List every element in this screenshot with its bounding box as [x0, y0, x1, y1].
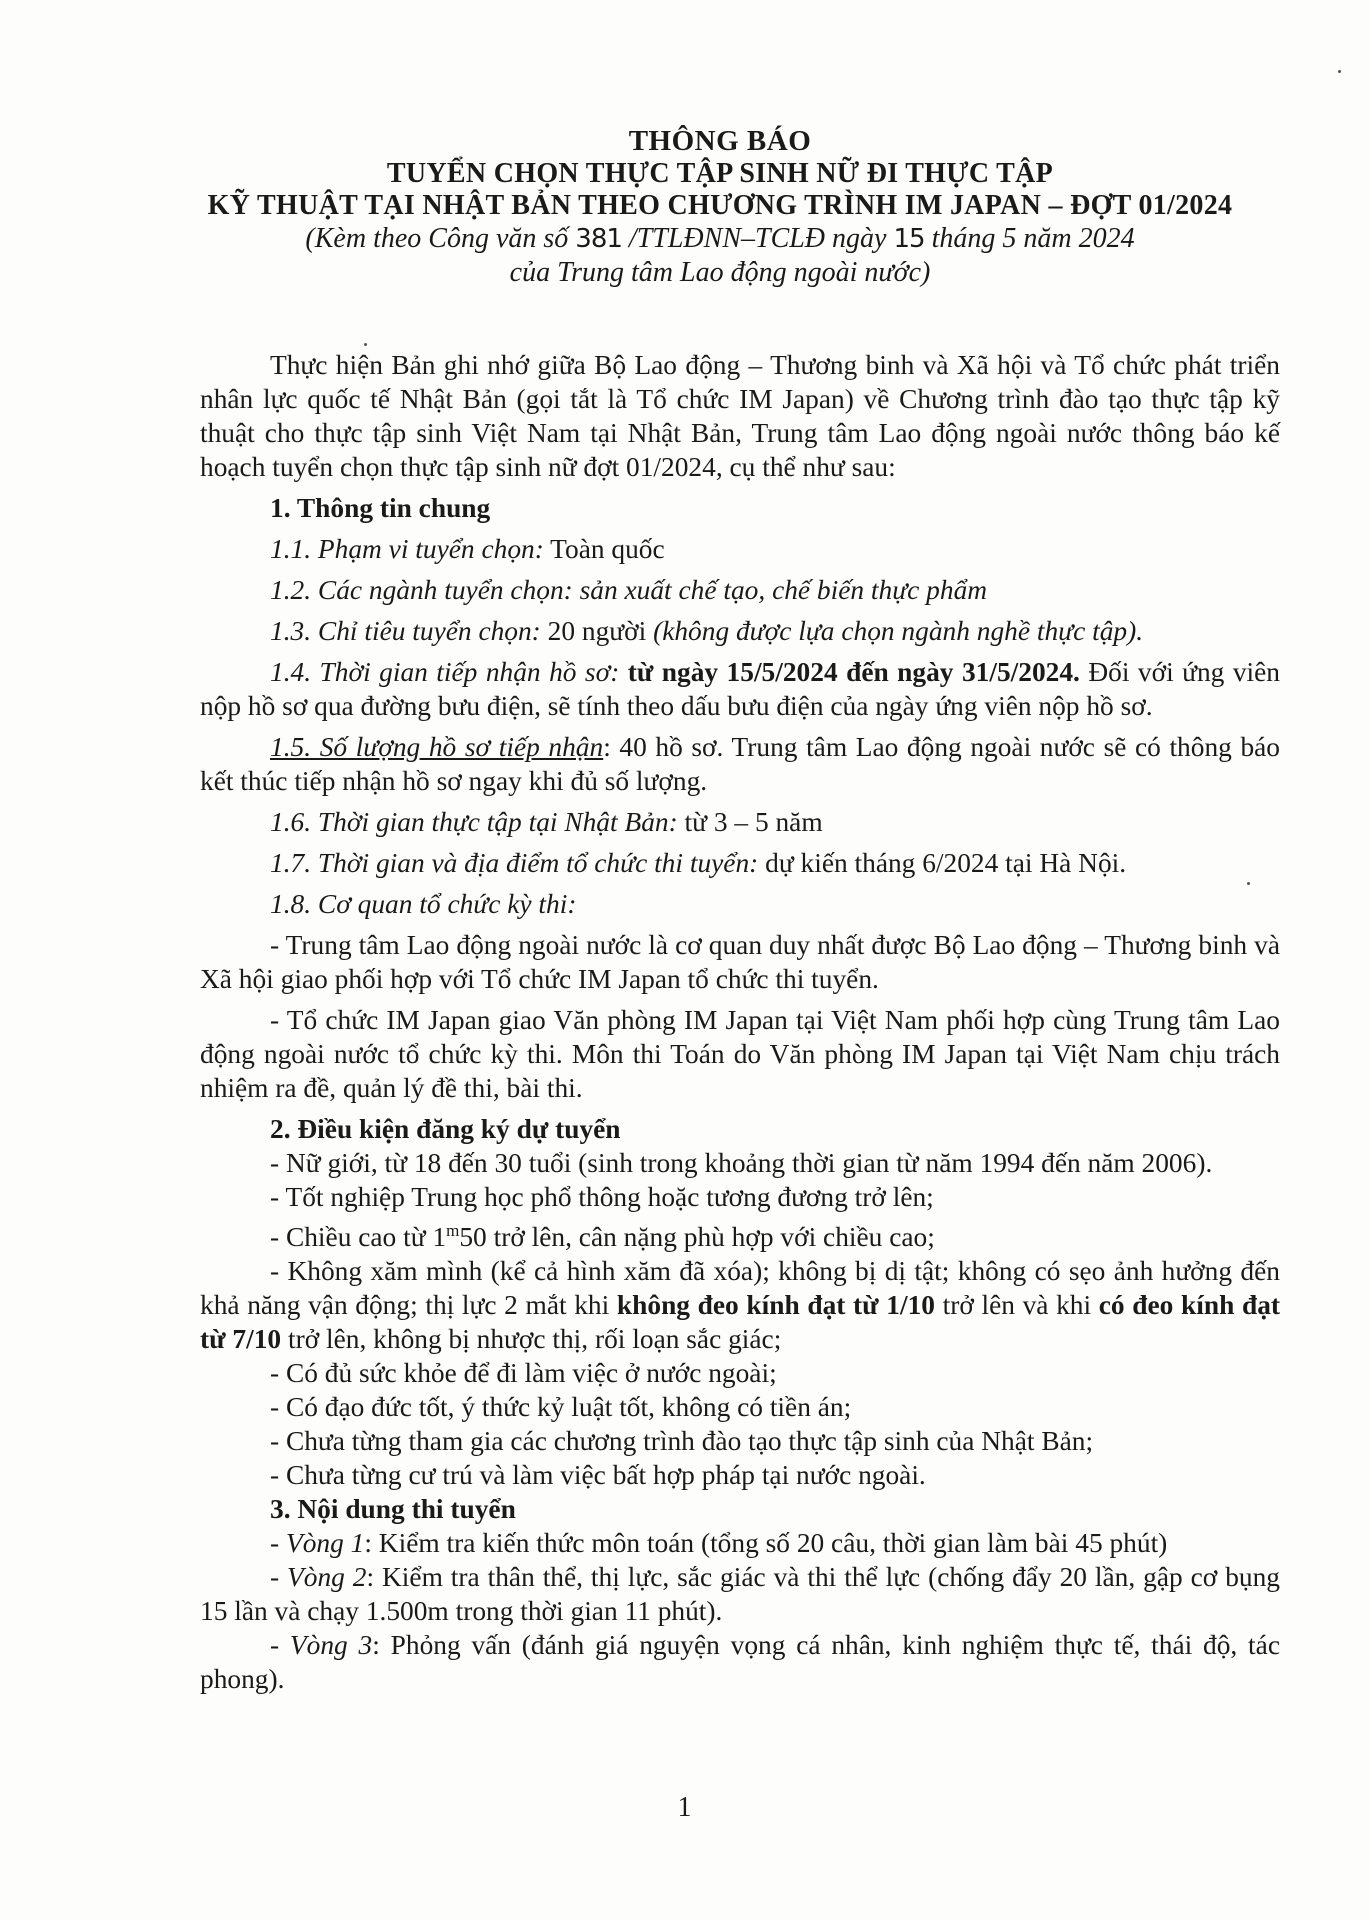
note-part-b: /TTLĐNN–TCLĐ ngày — [621, 223, 894, 254]
round-2-label: - Vòng 2 — [270, 1562, 367, 1593]
title-line-2: KỸ THUẬT TẠI NHẬT BẢN THEO CHƯƠNG TRÌNH IM JAPAN – ĐỢT 01/2024 — [207, 190, 1233, 221]
item-1-1-value: Toàn quốc — [543, 534, 665, 564]
round-3-text: : Phỏng vấn (đánh giá nguyện vọng cá nhân, kinh nghiệm thực tế, thái độ, tác phong). — [200, 1630, 1280, 1695]
round-2 — [200, 1560, 1280, 1628]
attachment-note — [150, 222, 1290, 256]
document-body — [200, 348, 1280, 1696]
condition-4-a: - Không xăm mình (kể cả hình xăm đã xóa); không bị dị tật; không có sẹo ảnh hưởng đến khả năng vận động; thị lực 2 mắt khi — [200, 1256, 1280, 1321]
item-1-7-label: 1.7. Thời gian và địa điểm tổ chức thi tuyển: — [270, 848, 759, 878]
item-1-5-label: 1.5. Số lượng hồ sơ tiếp nhận — [270, 732, 604, 762]
item-1-1-label: 1.1. Phạm vi tuyển chọn: — [270, 534, 544, 564]
item-1-4-label: 1.4. Thời gian tiếp nhận hồ sơ: — [270, 657, 620, 687]
condition-3 — [200, 1214, 1280, 1254]
condition-3-b: 50 trở lên, cân nặng phù hợp với chiều cao; — [459, 1222, 935, 1253]
item-1-5 — [200, 730, 1280, 798]
scan-speck — [1338, 70, 1341, 73]
attachment-note-line-2: của Trung tâm Lao động ngoài nước) — [509, 257, 931, 288]
condition-4-bold-2: có đeo kính đạt từ 7/10 — [200, 1290, 1281, 1355]
condition-1: - Nữ giới, từ 18 đến 30 tuổi (sinh trong khoảng thời gian từ năm 1994 đến năm 2006). — [270, 1148, 1213, 1178]
condition-3-sup: m — [446, 1221, 460, 1240]
item-1-5-value: : 40 hồ sơ. Trung tâm Lao động ngoài nước sẽ có thông báo kết thúc tiếp nhận hồ sơ ngay khi đủ số lượng. — [200, 732, 1280, 796]
round-2-text: : Kiểm tra thân thể, thị lực, sắc giác và thi thể lực (chống đẩy 20 lần, gập cơ bụng 15 lần và chạy 1.500m trong thời gian 11 phút). — [200, 1562, 1280, 1627]
section-1-heading: 1. Thông tin chung — [270, 493, 491, 523]
note-part-a: (Kèm theo Công văn số — [305, 223, 576, 254]
round-1 — [200, 1526, 1280, 1560]
condition-4 — [200, 1254, 1280, 1356]
item-1-8-paragraph-2: - Tổ chức IM Japan giao Văn phòng IM Japan tại Việt Nam phối hợp cùng Trung tâm Lao động ngoài nước tổ chức kỳ thi. Môn thi Toán do Văn phòng IM Japan tại Việt Nam chịu trách nhiệm ra đề, quản lý đề thi, bài thi. — [200, 1005, 1280, 1103]
condition-7: - Chưa từng tham gia các chương trình đào tạo thực tập sinh của Nhật Bản; — [270, 1426, 1094, 1457]
item-1-2 — [200, 573, 1280, 607]
condition-8: - Chưa từng cư trú và làm việc bất hợp pháp tại nước ngoài. — [270, 1460, 926, 1491]
round-3 — [200, 1628, 1280, 1696]
condition-4-bold-1: không đeo kính đạt từ 1/10 — [616, 1290, 935, 1321]
item-1-7 — [200, 846, 1280, 880]
title-line-1: TUYỂN CHỌN THỰC TẬP SINH NỮ ĐI THỰC TẬP — [386, 158, 1054, 189]
item-1-3 — [200, 614, 1280, 648]
item-1-4-rest: Đối với ứng viên nộp hồ sơ qua đường bưu điện, sẽ tính theo dấu bưu điện của ngày ứng viên nộp hồ sơ. — [200, 657, 1280, 721]
item-1-3-value: 20 người — [540, 616, 654, 646]
section-2-heading: 2. Điều kiện đăng ký dự tuyển — [270, 1114, 621, 1144]
item-1-4 — [200, 655, 1280, 723]
handwritten-day: 15 — [893, 224, 925, 254]
document-header — [150, 125, 1290, 289]
item-1-3-note: (không được lựa chọn ngành nghề thực tập). — [653, 616, 1144, 646]
round-3-label: - Vòng 3 — [270, 1630, 373, 1661]
item-1-7-value: dự kiến tháng 6/2024 tại Hà Nội. — [758, 848, 1127, 878]
condition-6: - Có đạo đức tốt, ý thức kỷ luật tốt, không có tiền án; — [270, 1392, 852, 1423]
scan-speck — [364, 343, 367, 346]
round-1-label: - Vòng 1 — [270, 1528, 365, 1559]
condition-2: - Tốt nghiệp Trung học phổ thông hoặc tương đương trở lên; — [270, 1182, 934, 1212]
item-1-6-label: 1.6. Thời gian thực tập tại Nhật Bản: — [270, 807, 678, 837]
item-1-8-paragraph-1: - Trung tâm Lao động ngoài nước là cơ quan duy nhất được Bộ Lao động – Thương binh và Xã hội giao phối hợp với Tổ chức IM Japan tổ chức thi tuyển. — [200, 930, 1280, 994]
page-number: 1 — [677, 1792, 692, 1823]
condition-5: - Có đủ sức khỏe để đi làm việc ở nước ngoài; — [270, 1358, 777, 1389]
item-1-2-value: sản xuất chế tạo, chế biến thực phẩm — [572, 575, 988, 605]
item-1-1 — [200, 532, 1280, 566]
condition-4-c: trở lên và khi — [934, 1290, 1099, 1321]
handwritten-doc-number: 381 — [575, 224, 622, 254]
item-1-6 — [200, 805, 1280, 839]
round-1-text: : Kiểm tra kiến thức môn toán (tổng số 20 câu, thời gian làm bài 45 phút) — [364, 1528, 1168, 1559]
section-3-heading: 3. Nội dung thi tuyển — [270, 1494, 516, 1525]
condition-3-a: - Chiều cao từ 1 — [270, 1222, 447, 1253]
item-1-4-dates: từ ngày 15/5/2024 đến ngày 31/5/2024. — [619, 657, 1080, 687]
document-title: THÔNG BÁO — [628, 125, 812, 157]
condition-4-d: trở lên, không bị nhược thị, rối loạn sắc giác; — [281, 1324, 782, 1355]
note-part-c: tháng 5 năm 2024 — [924, 223, 1135, 254]
intro-paragraph: Thực hiện Bản ghi nhớ giữa Bộ Lao động – Thương binh và Xã hội và Tổ chức phát triển nhân lực quốc tế Nhật Bản (gọi tắt là Tổ chức IM Japan) về Chương trình đào tạo thực tập kỹ thuật cho thực tập sinh Việt Nam tại Nhật Bản, Trung tâm Lao động ngoài nước thông báo kế hoạch tuyển chọn thực tập sinh nữ đợt 01/2024, cụ thể như sau: — [200, 350, 1280, 482]
item-1-3-label: 1.3. Chỉ tiêu tuyển chọn: — [270, 616, 541, 646]
item-1-2-label: 1.2. Các ngành tuyển chọn: — [270, 575, 573, 605]
item-1-6-value: từ 3 – 5 năm — [677, 807, 823, 837]
scan-speck — [1247, 882, 1250, 885]
item-1-8-heading: 1.8. Cơ quan tổ chức kỳ thi: — [270, 889, 577, 919]
